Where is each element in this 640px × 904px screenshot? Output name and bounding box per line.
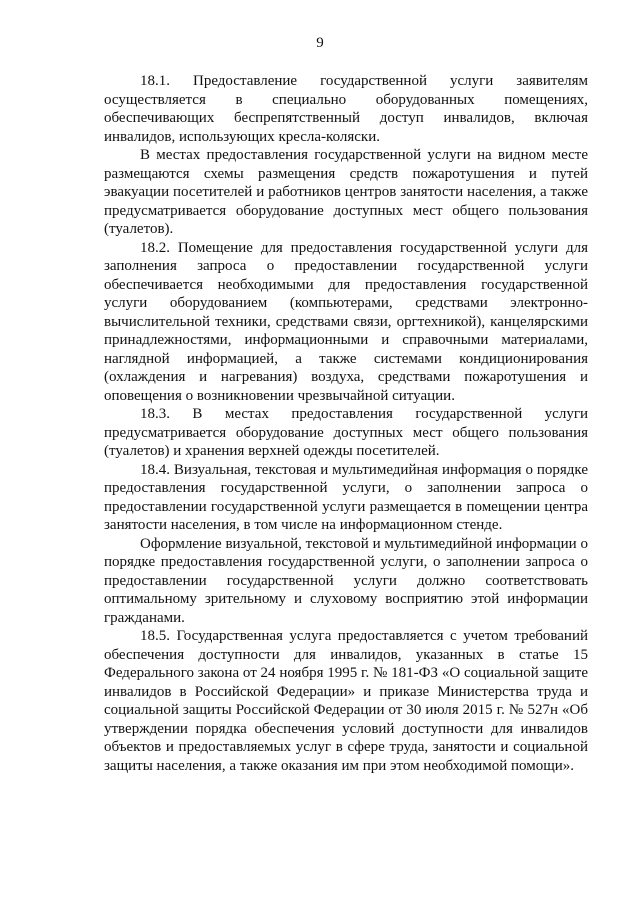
paragraph-evacuation-schemes: В местах предоставления государственной услуги на видном месте размещаются схемы размещения средств пожаротушения и путей эвакуации посетителей и работников центров занятости населения, а также предусматривается оборудование доступных мест общего пользования (туалетов). [104,147,588,237]
paragraph-18-2: 18.2. Помещение для предоставления государственной услуги для заполнения запроса о предоставлении государственной услуги обеспечивается необходимыми для предоставления государственной услуги оборудованием (компьютерами, средствами электронно-вычислительной техники, средствами связи, оргтехникой), канцелярскими принадлежностями, информационными и справочными материалами, наглядной информацией, а также системами кондиционирования (охлаждения и нагревания) воздуха, средствами пожаротушения и оповещения о возникновении чрезвычайной ситуации. [104,239,588,404]
page-number: 9 [316,35,324,51]
paragraph-18-5: 18.5. Государственная услуга предоставляется с учетом требований обеспечения доступности для инвалидов, указанных в статье 15 Федерального закона от 24 ноября 1995 г. № 181-ФЗ «О социальной защите инвалидов в Российской Федерации» и приказе Министерства труда и социальной защиты Российской Федерации от 30 июля 2015 г. № 527н «Об утверждении порядка обеспечения условий доступности для инвалидов объектов и предоставляемых услуг в сфере труда, занятости и социальной защиты населения, а также оказания им при этом необходимой помощи». [104,628,588,774]
paragraph-18-1: 18.1. Предоставление государственной услуги заявителям осуществляется в специально оборудованных помещениях, обеспечивающих беспрепятственный доступ инвалидов, включая инвалидов, использующих кресла-коляски. [104,73,588,145]
paragraph-18-4: 18.4. Визуальная, текстовая и мультимедийная информация о порядке предоставления государственной услуги, о заполнении запроса о предоставлении государственной услуги размещается в помещении центра занятости населения, в том числе на информационном стенде. [104,461,588,533]
paragraph-18-3: 18.3. В местах предоставления государственной услуги предусматривается оборудование доступных мест общего пользования (туалетов) и хранения верхней одежды посетителей. [104,406,588,459]
paragraph-information-design: Оформление визуальной, текстовой и мультимедийной информации о порядке предоставления государственной услуги, о заполнении запроса о предоставлении государственной услуги должно соответствовать оптимальному зрительному и слуховому восприятию этой информации гражданами. [104,535,588,626]
